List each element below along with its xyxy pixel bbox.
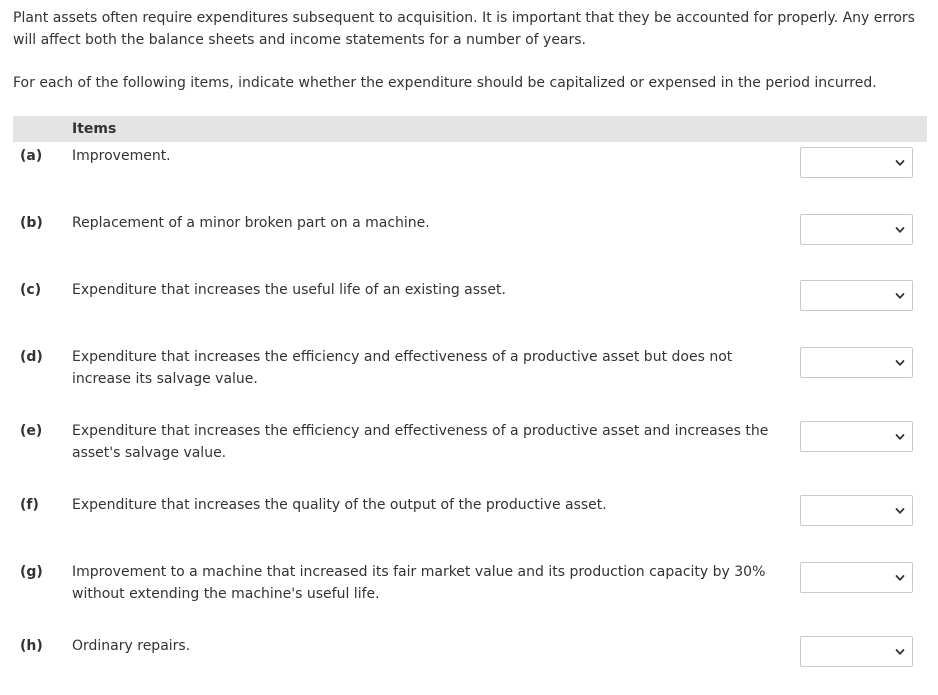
chevron-down-icon [895,358,905,368]
answer-dropdown[interactable] [800,347,913,378]
row-text: Improvement to a machine that increased its fair market value and its production capacity by 30% without extending the machine's useful life. [72,564,766,602]
chevron-down-icon [895,573,905,583]
row-text: Improvement. [72,148,171,164]
items-column-header: Items [72,121,117,137]
row-letter: (d) [20,349,43,365]
row-text: Expenditure that increases the efficiency and effectiveness of a productive asset and increases the asset's salvage value. [72,423,769,461]
chevron-down-icon [895,432,905,442]
row-letter: (h) [20,638,43,654]
row-text: Replacement of a minor broken part on a machine. [72,215,430,231]
chevron-down-icon [895,506,905,516]
row-letter: (f) [20,497,39,513]
chevron-down-icon [895,158,905,168]
row-letter: (e) [20,423,43,439]
row-letter: (b) [20,215,43,231]
chevron-down-icon [895,647,905,657]
row-text: Expenditure that increases the efficiency and effectiveness of a productive asset but does not increase its salvage value. [72,349,733,387]
intro-text: Plant assets often require expenditures subsequent to acquisition. It is important that they be accounted for properly. Any errors will affect both the balance sheets and income statements for a number of years. [13,10,915,48]
row-text: Expenditure that increases the quality of the output of the productive asset. [72,497,607,513]
instruction-text: For each of the following items, indicate whether the expenditure should be capitalized or expensed in the period incurred. [13,75,877,91]
answer-dropdown[interactable] [800,214,913,245]
row-letter: (c) [20,282,42,298]
chevron-down-icon [895,291,905,301]
answer-dropdown[interactable] [800,421,913,452]
row-letter: (g) [20,564,43,580]
answer-dropdown[interactable] [800,280,913,311]
table-header [13,116,927,142]
answer-dropdown[interactable] [800,636,913,667]
row-text: Expenditure that increases the useful life of an existing asset. [72,282,506,298]
answer-dropdown[interactable] [800,147,913,178]
row-text: Ordinary repairs. [72,638,191,654]
chevron-down-icon [895,225,905,235]
answer-dropdown[interactable] [800,495,913,526]
answer-dropdown[interactable] [800,562,913,593]
row-letter: (a) [20,148,43,164]
